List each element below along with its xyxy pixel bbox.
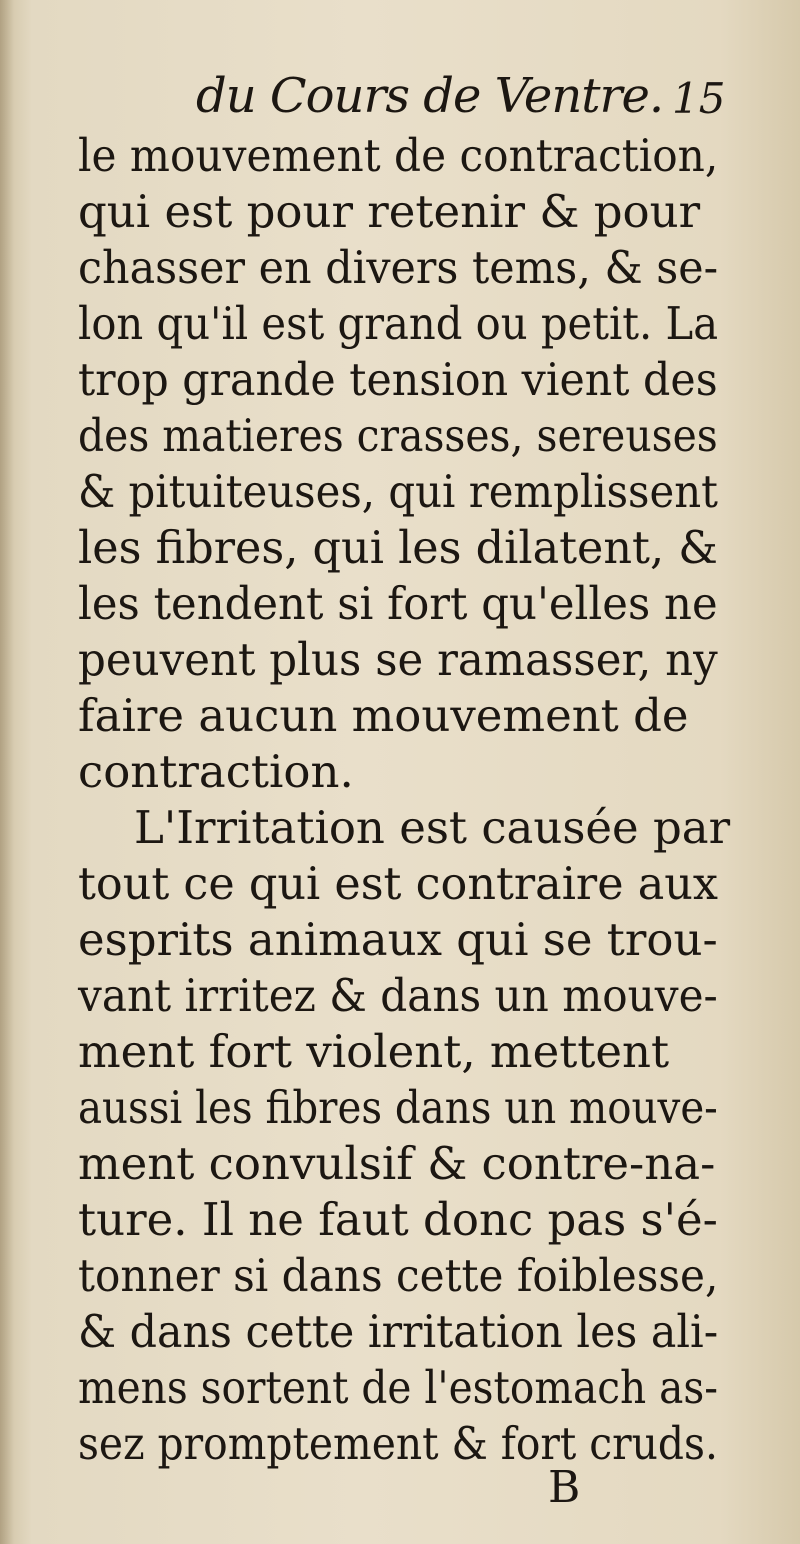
text-line: esprits animaux qui se trou- xyxy=(78,913,718,966)
text-line: ment convulsif & contre-na- xyxy=(78,1137,716,1190)
text-line: & dans cette irritation les ali- xyxy=(78,1305,719,1358)
text-line: ment fort violent, mettent xyxy=(78,1025,670,1078)
text-line: trop grande tension vient des xyxy=(78,353,718,406)
text-line: mens sortent de l'estomach as- xyxy=(78,1361,719,1414)
paragraph-start-line: L'Irritation est causée par xyxy=(134,801,731,854)
text-line: les fibres, qui les dilatent, & xyxy=(78,521,718,574)
signature-mark: B xyxy=(548,1462,581,1513)
text-line: faire aucun mouvement de xyxy=(78,689,689,742)
text-line: & pituiteuses, qui remplissent xyxy=(78,465,718,518)
text-line: aussi les fibres dans un mouve- xyxy=(78,1081,718,1134)
text-line: les tendent si fort qu'elles ne xyxy=(78,577,718,630)
text-line: sez promptement & fort cruds. xyxy=(78,1417,718,1470)
text-line: des matieres crasses, sereuses xyxy=(78,409,718,462)
text-line: tout ce qui est contraire aux xyxy=(78,857,719,910)
running-title: du Cours de Ventre. xyxy=(196,68,664,124)
page-number: 15 xyxy=(672,74,726,123)
text-line: chasser en divers tems, & se- xyxy=(78,241,719,294)
text-line: peuvent plus se ramasser, ny xyxy=(78,633,718,686)
text-line: vant irritez & dans un mouve- xyxy=(78,969,718,1022)
text-line: ture. Il ne faut donc pas s'é- xyxy=(78,1193,718,1246)
text-line: tonner si dans cette foiblesse, xyxy=(78,1249,719,1302)
text-line: lon qu'il est grand ou petit. La xyxy=(78,297,719,350)
text-line: contraction. xyxy=(78,745,354,798)
text-line: qui est pour retenir & pour xyxy=(78,185,701,238)
text-line: le mouvement de contraction, xyxy=(78,129,719,182)
